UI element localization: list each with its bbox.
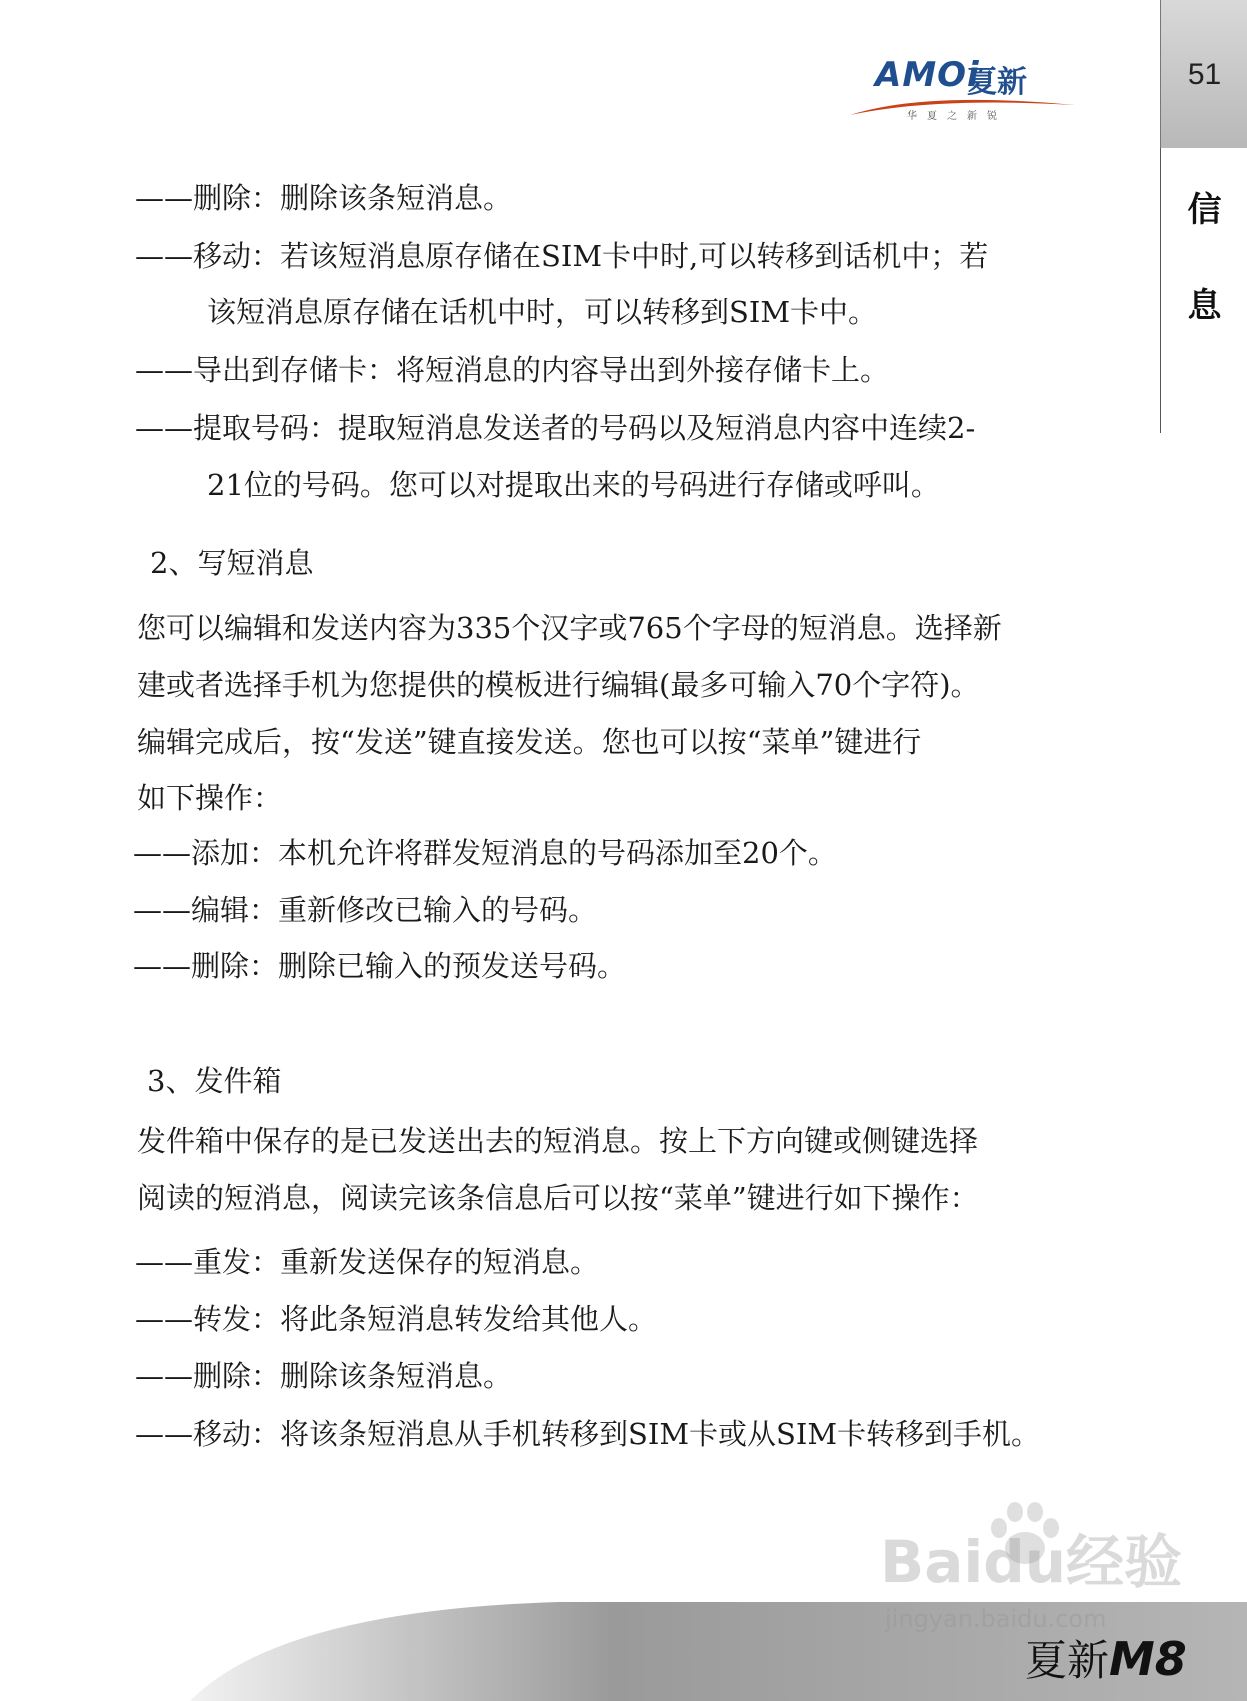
amoi-logo: [845, 55, 1085, 130]
logo-cn: 夏新: [967, 65, 1027, 100]
list-item: ——删除：删除已输入的预发送号码。: [133, 949, 627, 983]
list-item: ——删除：删除该条短消息。: [135, 181, 513, 215]
list-item: ——提取号码：提取短消息发送者的号码以及短消息内容中连续2-: [135, 411, 976, 445]
footer-model-name: M8: [1109, 1632, 1187, 1686]
paragraph-line: 建或者选择手机为您提供的模板进行编辑(最多可输入70个字符)。: [137, 668, 980, 702]
paragraph-line: 您可以编辑和发送内容为335个汉字或765个字母的短消息。选择新: [137, 611, 1002, 645]
paragraph-line: 如下操作：: [137, 781, 283, 815]
paragraph-line: 阅读的短消息，阅读完该条信息后可以按“菜单”键进行如下操作：: [137, 1181, 979, 1215]
list-item: ——重发：重新发送保存的短消息。: [135, 1245, 600, 1279]
list-item: ——添加：本机允许将群发短消息的号码添加至20个。: [133, 836, 837, 870]
side-label-xin: 信: [1187, 190, 1222, 230]
list-item-continued: 21位的号码。您可以对提取出来的号码进行存储或呼叫。: [207, 468, 940, 502]
baidu-watermark-url: jingyan.baidu.com: [885, 1605, 1107, 1633]
baidu-watermark: Baidu经验: [880, 1528, 1183, 1596]
side-label-xi: 息: [1187, 286, 1222, 326]
paragraph-line: 发件箱中保存的是已发送出去的短消息。按上下方向键或侧键选择: [137, 1124, 979, 1158]
section-heading-write-sms: 2、写短消息: [150, 546, 314, 580]
list-item: ——转发：将此条短消息转发给其他人。: [135, 1302, 658, 1336]
side-divider: [1160, 148, 1161, 433]
footer-brand: 夏新: [1025, 1636, 1110, 1685]
list-item: ——移动：将该条短消息从手机转移到SIM卡或从SIM卡转移到手机。: [135, 1417, 1041, 1451]
logo-text: AMOi: [875, 55, 980, 95]
paragraph-line: 编辑完成后，按“发送”键直接发送。您也可以按“菜单”键进行: [137, 725, 922, 759]
footer-model: [1025, 1628, 1187, 1688]
list-item: ——移动：若该短消息原存储在SIM卡中时,可以转移到话机中；若: [135, 239, 989, 273]
list-item-continued: 该短消息原存储在话机中时，可以转移到SIM卡中。: [207, 295, 878, 329]
list-item: ——删除：删除该条短消息。: [135, 1359, 513, 1393]
list-item: ——编辑：重新修改已输入的号码。: [133, 893, 598, 927]
section-heading-outbox: 3、发件箱: [147, 1064, 282, 1098]
logo-slogan: 华夏之新锐: [907, 111, 1007, 122]
list-item: ——导出到存储卡：将短消息的内容导出到外接存储卡上。: [135, 353, 890, 387]
page-number: 51: [1187, 58, 1222, 91]
